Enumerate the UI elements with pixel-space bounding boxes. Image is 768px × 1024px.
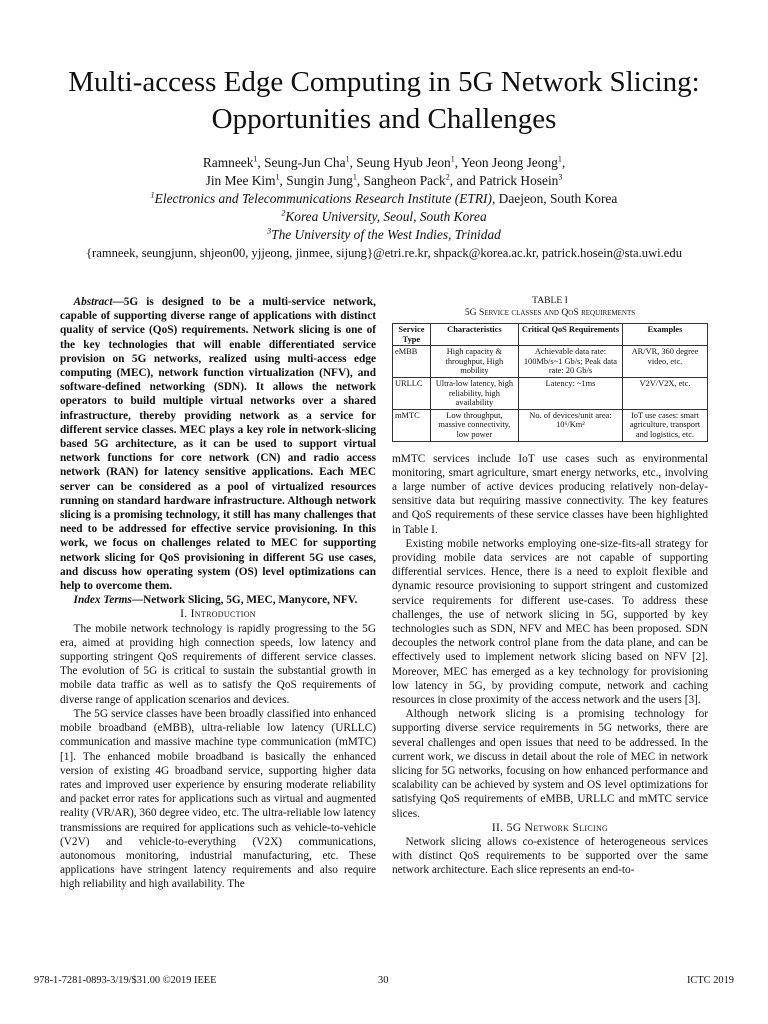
author-sup: 2 xyxy=(445,172,450,182)
table-caption: 5G Service classes and QoS requirements xyxy=(464,307,636,318)
author-sup: 1 xyxy=(352,172,357,182)
paragraph: Although network slicing is a promising technology for supporting diverse service requirements in 5G networks, there are several challenges and open issues that need to be addressed. In the current work, we discuss in detail about the role of MEC in network slicing for 5G networks, focusing on how enhanced performance and scalability can be achieved by system and OS level optimizations for satisfying QoS requirements of eMBB, URLLC and mMTC service slices. xyxy=(392,708,708,820)
affiliation-3 xyxy=(40,226,728,244)
qos-table xyxy=(392,323,708,442)
author-sep: , xyxy=(356,173,364,188)
table-cell: High capacity & throughput, High mobility xyxy=(430,346,518,378)
footer-page-number: 30 xyxy=(378,975,389,986)
author-sep: , and xyxy=(449,173,480,188)
table-cell: eMBB xyxy=(393,346,431,378)
author-block xyxy=(40,154,728,262)
paragraph: Existing mobile networks employing one-size-fits-all strategy for providing mobile data services are not capable of supporting differential services. Hence, there is a need to exploit flexible and dynamic resource provisioning to support stringent and customized service requirements for different use-cases. To address these challenges, the use of network slicing in 5G, supported by key technologies such as SDN, NFV and MEC has been proposed. SDN decouples the network control plane from the data plane, and can be effectively used to implement network slicing based on NFV [2]. Moreover, MEC has emerged as a key technology for provisioning low latency in 5G, by providing compute, network and caching resources in close proximity of the access network and the users [3]. xyxy=(392,537,708,706)
author-line-1 xyxy=(40,154,728,172)
table-header: Characteristics xyxy=(430,324,518,346)
table-header-row xyxy=(393,324,708,346)
author-sup: 1 xyxy=(450,154,455,164)
table-row xyxy=(393,409,708,441)
author-sep: , xyxy=(279,173,287,188)
paragraph: mMTC services include IoT use cases such as environmental monitoring, smart agriculture, smart energy networks, etc., involving a large number of active devices producing relatively non-delay-sensitive data but requiring massive connectivity. The key features and QoS requirements of these service classes have been highlighted in Table I. xyxy=(392,452,708,536)
author-sep: , xyxy=(257,155,265,170)
paragraph: The mobile network technology is rapidly progressing to the 5G era, aimed at providing high connection speeds, low latency and supporting stringent QoS requirements of different service classes. The evolution of 5G is critical to sustain the substantial growth in mobile data traffic as well as to satisfy the QoS requirements of diverse range of application scenarios and devices. xyxy=(60,622,376,706)
table-header: Examples xyxy=(622,324,707,346)
aff-name: Korea University, Seoul, South Korea xyxy=(285,209,487,224)
table-label: TABLE I xyxy=(532,295,568,306)
author-sep: , xyxy=(561,155,566,170)
author-sep: , xyxy=(349,155,357,170)
author-sup: 1 xyxy=(557,154,562,164)
author-sup: 1 xyxy=(253,154,258,164)
index-terms-lead: Index Terms xyxy=(73,594,132,607)
abstract-text: —5G is designed to be a multi-service network, capable of supporting diverse range of applications with distinct quality of service (QoS) requirements. Network slicing is one of the key technologies that will enable differentiated service provision on 5G networks, realized using multi-access edge computing (MEC), network function virtualization (NFV), and software-defined networking (SDN). It allows the network operators to build multiple virtual networks over a shared infrastructure, thereby providing network as a service for different service classes. MEC plays a key role in network-slicing based 5G architecture, as it can be used to support virtual network functions for core network (CN) and radio access network (RAN) for latency sensitive applications. Each MEC server can be considered as a pool of virtualized resources running on standard hardware infrastructure. Although network slicing is a promising technology, it still has many challenges that need to be addressed for effective service provisioning. In this work, we focus on challenges related to MEC for supporting network slicing for QoS provisioning in different 5G use cases, and discuss how operating system (OS) level optimizations can help to overcome them. xyxy=(60,296,376,593)
table-cell: Achievable data rate: 100Mb/s~1 Gb/s; Peak data rate: 20 Gb/s xyxy=(518,346,622,378)
paragraph: The 5G service classes have been broadly classified into enhanced mobile broadband (eMBB), ultra-reliable low latency (URLLC) communication and massive machine type communication (mMTC) [1]. The enhanced mobile broadband is basically the enhanced version of existing 4G broadband service, supporting higher data rates and improved user experience by ensuring moderate reliability and packet error rates for applications such as virtual and augmented reality (VR/AR), 360 degree video, etc. The ultra-reliable low latency transmissions are required for applications such as vehicle-to-vehicle (V2V) and vehicle-to-everything (V2X) communications, autonomous monitoring, industrial manufacturing, etc. These applications have stringent latency requirements and also require high reliability and high availability. The xyxy=(60,707,376,891)
table-header: Service Type xyxy=(393,324,431,346)
author-name: Patrick Hosein xyxy=(479,173,559,188)
table-header: Critical QoS Requirements xyxy=(518,324,622,346)
author-sup: 3 xyxy=(558,172,563,182)
table-cell: No. of devices/unit area: 10⁶/Km² xyxy=(518,409,622,441)
table-cell: Latency: ~1ms xyxy=(518,377,622,409)
table-cell: AR/VR, 360 degree video, etc. xyxy=(622,346,707,378)
table-row xyxy=(393,377,708,409)
author-line-2 xyxy=(40,172,728,190)
footer-conference: ICTC 2019 xyxy=(686,975,734,986)
abstract-lead: Abstract xyxy=(73,296,113,308)
affiliation-1 xyxy=(40,190,728,208)
author-sup: 1 xyxy=(345,154,350,164)
aff-sup: 3 xyxy=(267,226,272,236)
author-name: Jin Mee Kim xyxy=(205,173,276,188)
aff-sup: 1 xyxy=(150,190,155,200)
aff-name: The University of the West Indies, Trinidad xyxy=(271,227,501,242)
table-cell: Ultra-low latency, high reliability, high availability xyxy=(430,377,518,409)
author-name: Seung-Jun Cha xyxy=(264,155,346,170)
paragraph: Network slicing allows co-existence of heterogeneous services with distinct QoS requirements to be supported over the same network architecture. Each slice represents an end-to- xyxy=(392,836,708,877)
index-terms xyxy=(60,593,376,607)
table-cell: mMTC xyxy=(393,409,431,441)
section-heading-network-slicing: II. 5G Network Slicing xyxy=(491,820,609,834)
section-heading-introduction: I. Introduction xyxy=(180,607,256,621)
aff-sup: 2 xyxy=(281,208,286,218)
table-cell: V2V/V2X, etc. xyxy=(622,377,707,409)
affiliation-2 xyxy=(40,208,728,226)
index-terms-text: —Network Slicing, 5G, MEC, Manycore, NFV. xyxy=(131,594,358,607)
author-name: Yeon Jeong Jeong xyxy=(460,155,558,170)
table-row xyxy=(393,346,708,378)
abstract xyxy=(60,295,376,593)
footer-copyright: 978-1-7281-0893-3/19/$31.00 ©2019 IEEE xyxy=(34,975,217,986)
aff-place: , Daejeon, South Korea xyxy=(491,191,618,206)
author-name: Sungin Jung xyxy=(286,173,353,188)
table-cell: IoT use cases: smart agriculture, transport and logistics, etc. xyxy=(622,409,707,441)
author-name: Sangheon Pack xyxy=(363,173,446,188)
right-column xyxy=(392,295,708,878)
aff-name: Electronics and Telecommunications Research Institute (ETRI) xyxy=(154,191,492,206)
author-sup: 1 xyxy=(275,172,280,182)
author-name: Seung Hyub Jeon xyxy=(356,155,451,170)
table-cell: URLLC xyxy=(393,377,431,409)
author-name: Ramneek xyxy=(202,155,254,170)
left-column xyxy=(60,295,376,892)
author-emails: {ramneek, seungjunn, shjeon00, yjjeong, jinmee, sijung}@etri.re.kr, shpack@korea.ac.kr, patrick.hosein@sta.uwi.edu xyxy=(86,246,682,260)
table-cell: Low throughput, massive connectivity, low power xyxy=(430,409,518,441)
paper-title: Multi-access Edge Computing in 5G Network Slicing: Opportunities and Challenges xyxy=(68,66,700,135)
author-sep: , xyxy=(454,155,461,170)
